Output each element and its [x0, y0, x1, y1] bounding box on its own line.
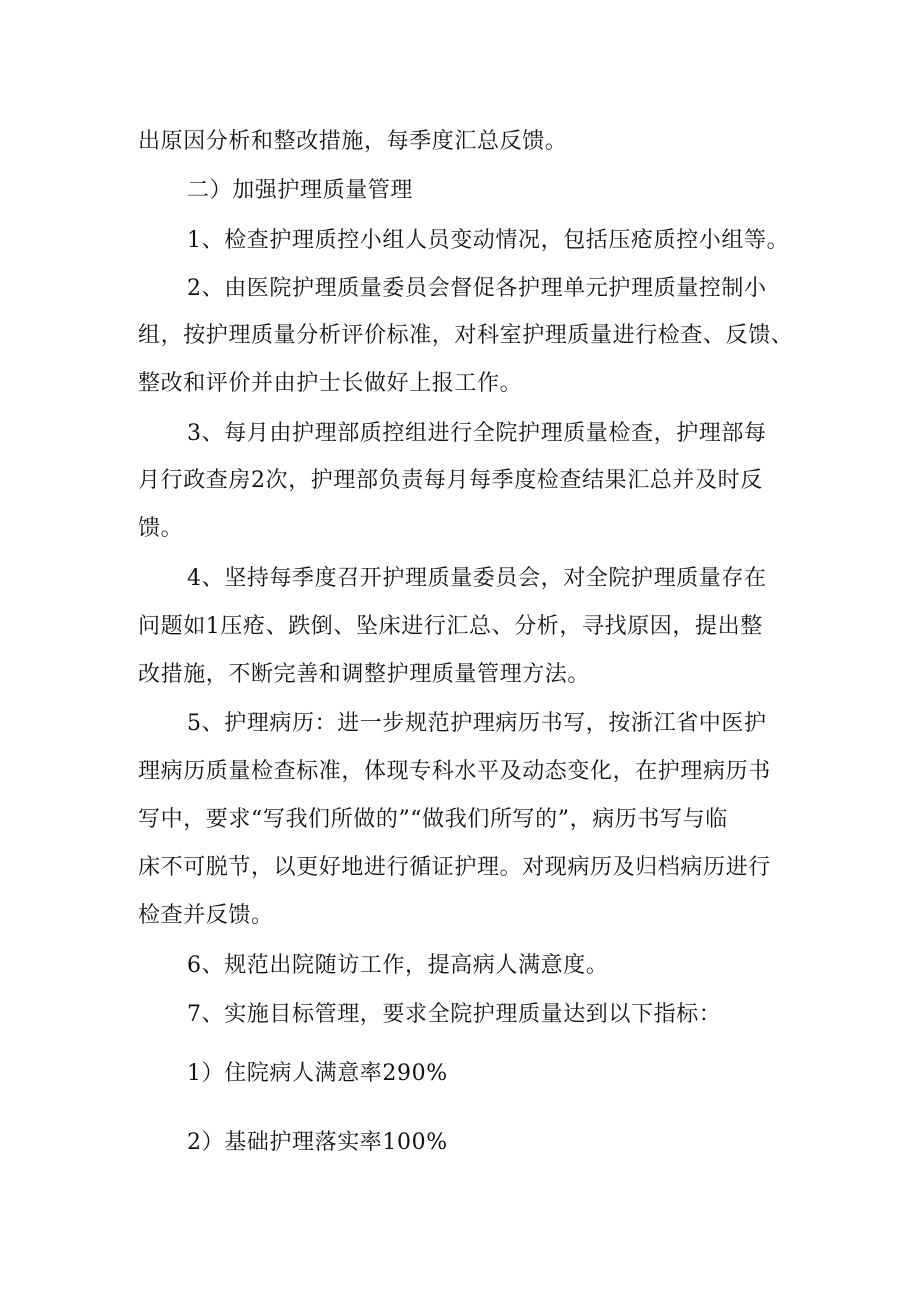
paragraph-line: 问题如1压疮、跌倒、坠床进行汇总、分析，寻找原因，提出整 [138, 614, 763, 639]
paragraph-line: 1、检查护理质控小组人员变动情况，包括压疮质控小组等。 [187, 228, 790, 253]
paragraph-line: 月行政查房2次，护理部负责每月每季度检查结果汇总并及时反 [138, 468, 763, 493]
paragraph-line: 写中，要求“写我们所做的”“做我们所写的”，病历书写与临 [138, 807, 728, 832]
list-item: 1）住院病人满意率290% [187, 1061, 448, 1086]
paragraph-line: 馈。 [138, 516, 184, 541]
paragraph-line: 床不可脱节，以更好地进行循证护理。对现病历及归档病历进行 [138, 855, 771, 880]
paragraph-line: 6、规范出院随访工作，提高病人满意度。 [187, 953, 609, 978]
paragraph-line: 整改和评价并由护士长做好上报工作。 [138, 371, 523, 396]
list-item: 2）基础护理落实率100% [187, 1130, 448, 1155]
paragraph-line: 4、坚持每季度召开护理质量委员会，对全院护理质量存在 [187, 566, 767, 591]
paragraph-line: 2、由医院护理质量委员会督促各护理单元护理质量控制小 [187, 276, 767, 301]
paragraph-line: 组，按护理质量分析评价标准，对科室护理质量进行检查、反馈、 [138, 323, 794, 348]
paragraph-line: 改措施，不断完善和调整护理质量管理方法。 [138, 662, 591, 687]
paragraph-line: 3、每月由护理部质控组进行全院护理质量检查，护理部每 [187, 421, 767, 446]
paragraph-line: 理病历质量检查标准，体现专科水平及动态变化，在护理病历书 [138, 759, 771, 784]
paragraph-line: 出原因分析和整改措施，每季度汇总反馈。 [138, 129, 568, 154]
paragraph-line: 7、实施目标管理，要求全院护理质量达到以下指标： [187, 1002, 722, 1027]
paragraph-line: 检查并反馈。 [138, 903, 274, 928]
paragraph-line: 5、护理病历：进一步规范护理病历书写，按浙江省中医护 [187, 711, 767, 736]
section-heading: 二）加强护理质量管理 [187, 178, 414, 203]
